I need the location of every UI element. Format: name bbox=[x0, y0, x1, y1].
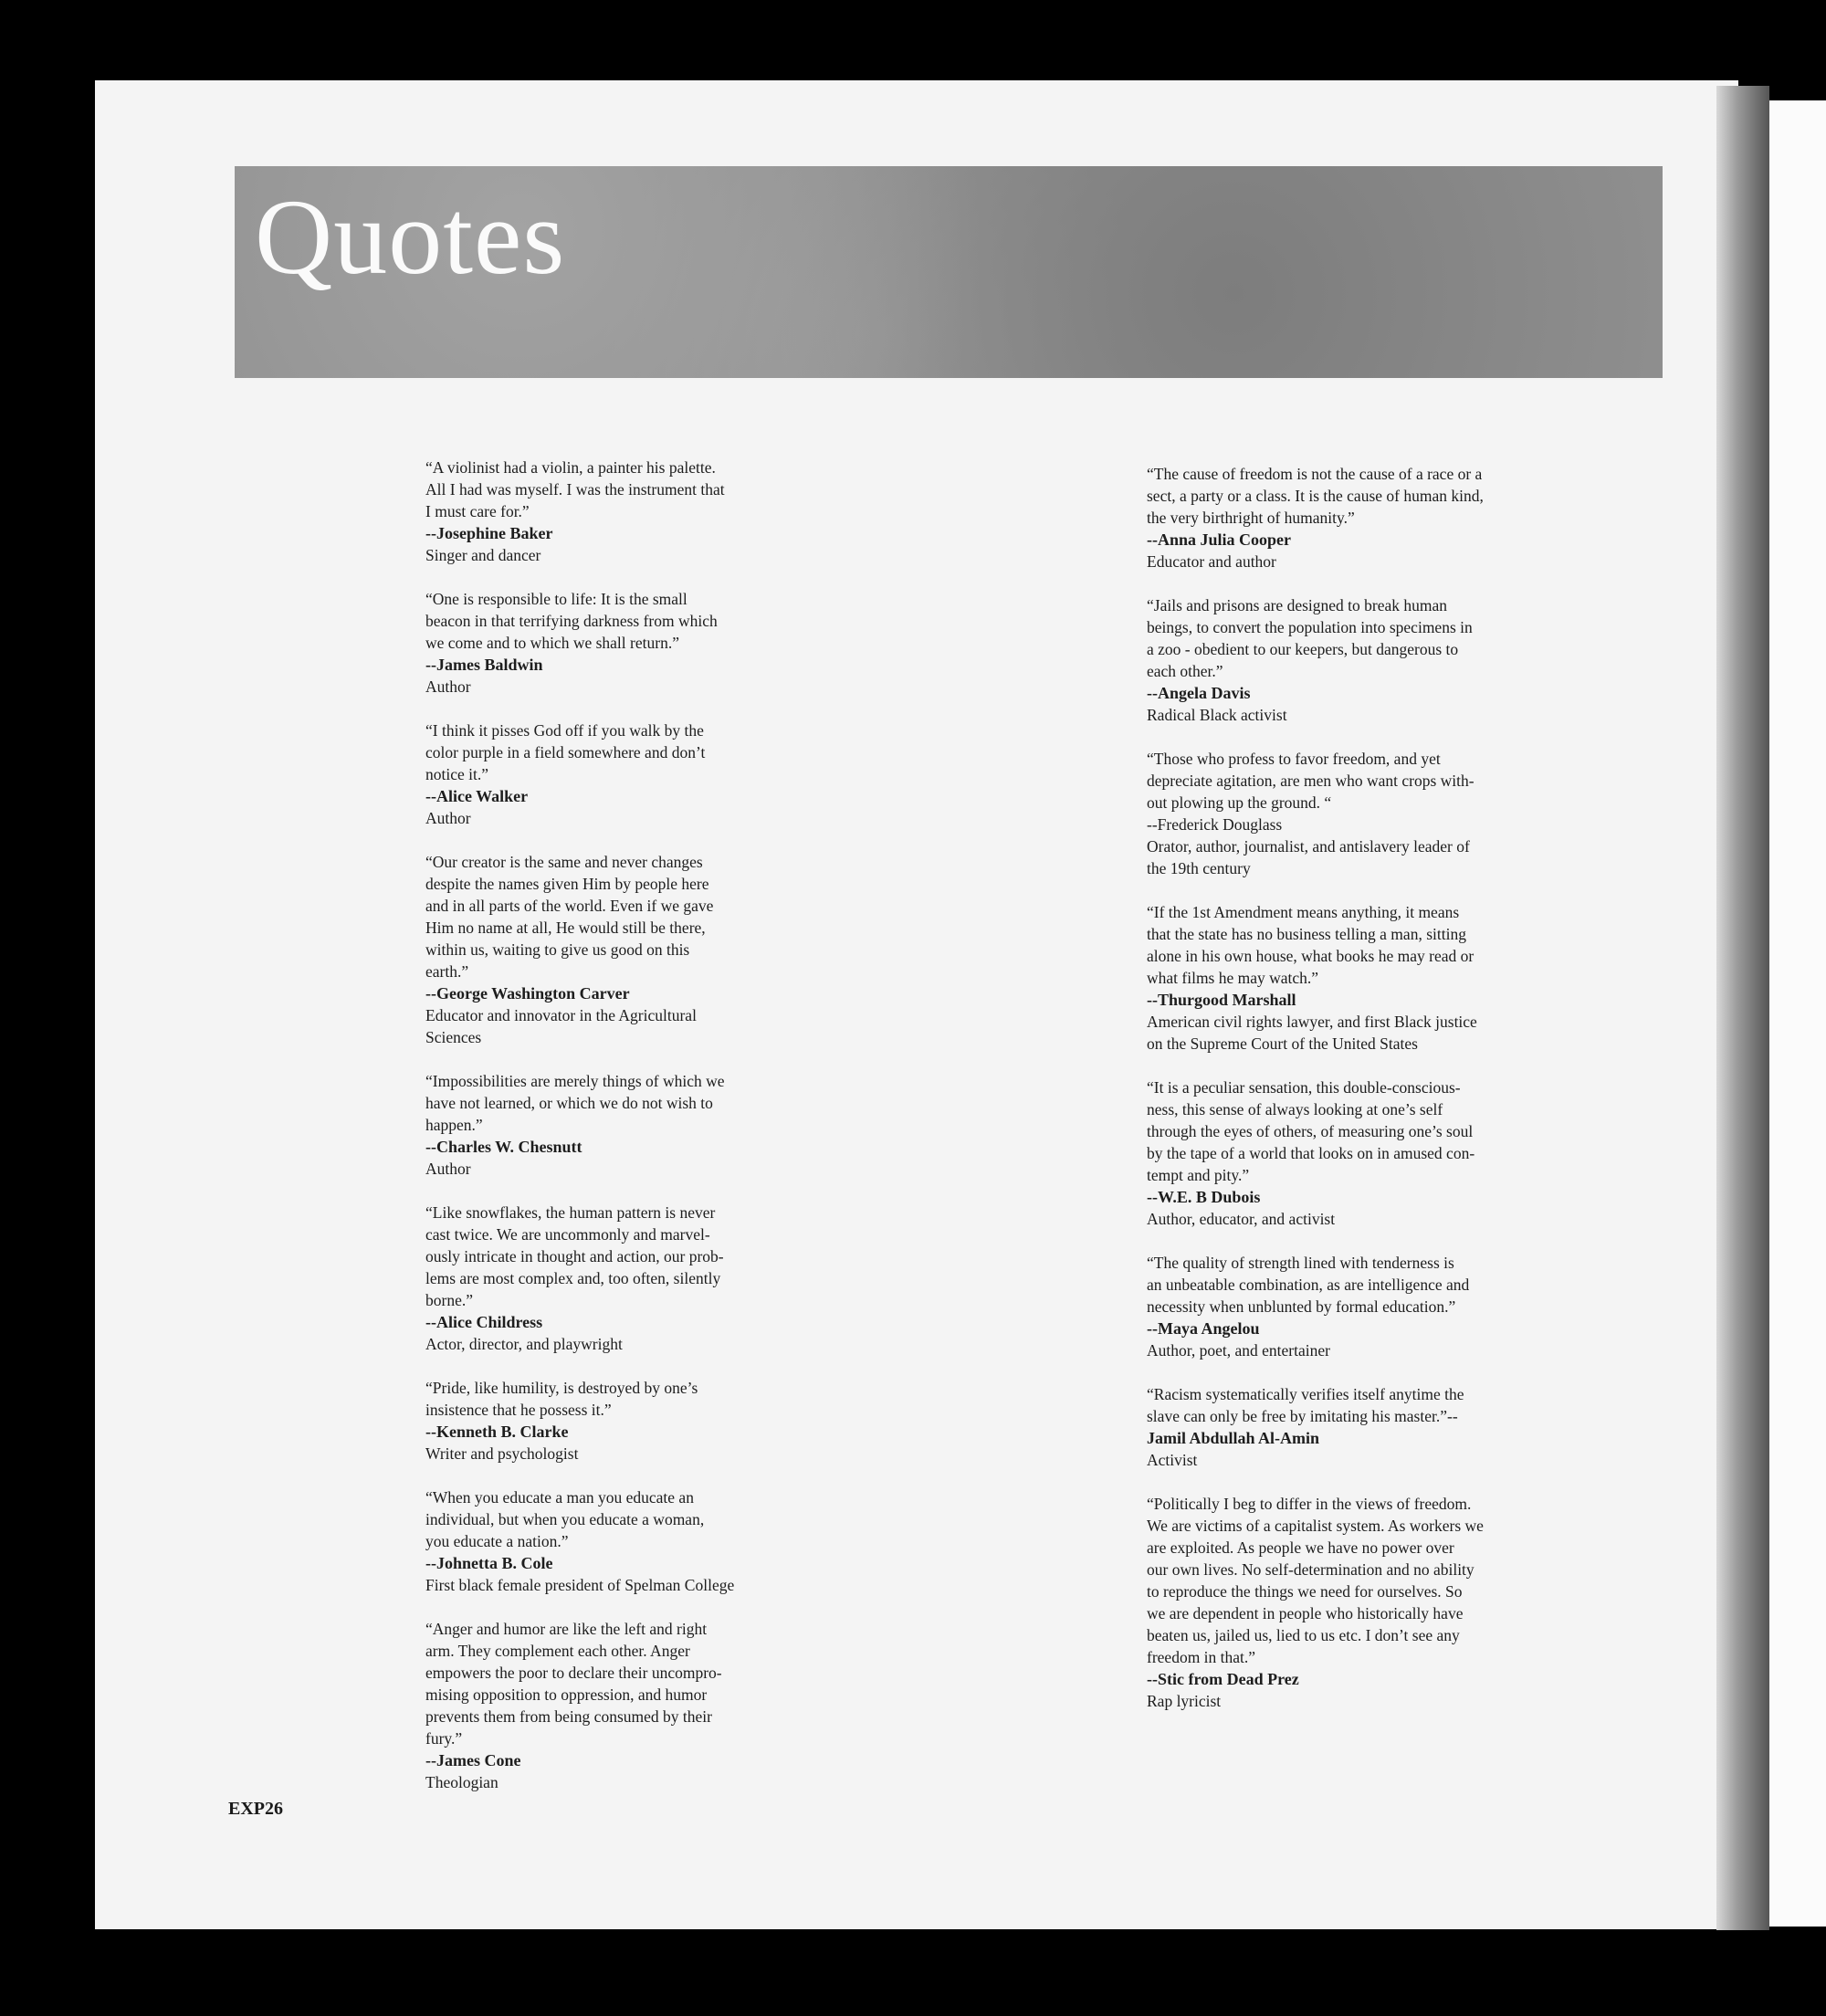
quote-author: --Anna Julia Cooper bbox=[1147, 530, 1292, 549]
page-number: EXP26 bbox=[228, 1799, 283, 1819]
quote-author: --James Baldwin bbox=[425, 656, 543, 674]
author-role: Author, poet, and entertainer bbox=[1147, 1341, 1330, 1360]
quote-author: --Thurgood Marshall bbox=[1147, 991, 1296, 1009]
author-role: Singer and dancer bbox=[425, 546, 541, 564]
quote-author: --Alice Walker bbox=[425, 787, 529, 805]
author-role: Writer and psychologist bbox=[425, 1444, 579, 1463]
quote-block bbox=[1147, 1383, 1530, 1471]
quote-block bbox=[425, 1486, 772, 1596]
quote-block bbox=[1147, 1076, 1530, 1230]
author-role: Author, educator, and activist bbox=[1147, 1210, 1336, 1228]
quote-author: --James Cone bbox=[425, 1751, 521, 1769]
quote-text: “The quality of strength lined with tenderness is an unbeatable combination, as are intelligence and necessity when unblunted by formal education.” bbox=[1147, 1254, 1470, 1316]
quote-text: “It is a peculiar sensation, this double-conscious- ness, this sense of always looking at one’s self through the eyes of others, of measuring one’s soul by the tape of a world that looks on in amused con- tempt and pity.” bbox=[1147, 1078, 1475, 1184]
quote-block bbox=[425, 1618, 772, 1793]
quote-text: “Impossibilities are merely things of which we have not learned, or which we do not wish to happen.” bbox=[425, 1072, 725, 1134]
author-role: Radical Black activist bbox=[1147, 706, 1287, 724]
quotes-right-column bbox=[1147, 463, 1530, 1734]
author-role: American civil rights lawyer, and first Black justice on the Supreme Court of the United States bbox=[1147, 1013, 1477, 1053]
quote-author: --George Washington Carver bbox=[425, 984, 630, 1003]
quote-author: Jamil Abdullah Al-Amin bbox=[1147, 1429, 1320, 1447]
author-role: Educator and innovator in the Agricultural Sciences bbox=[425, 1006, 697, 1046]
quote-author: --Angela Davis bbox=[1147, 684, 1251, 702]
quote-text: “I think it pisses God off if you walk by the color purple in a field somewhere and don’t notice it.” bbox=[425, 721, 706, 783]
quote-text: “When you educate a man you educate an individual, but when you educate a woman, you educate a nation.” bbox=[425, 1488, 705, 1550]
author-role: Author bbox=[425, 809, 471, 827]
page-edge bbox=[1716, 86, 1769, 1930]
quote-block bbox=[1147, 463, 1530, 572]
quote-text: “One is responsible to life: It is the small beacon in that terrifying darkness from which we come and to which we shall return.” bbox=[425, 590, 718, 652]
author-role: Rap lyricist bbox=[1147, 1692, 1222, 1710]
quote-text: “Politically I beg to differ in the views of freedom. We are victims of a capitalist system. As workers we are exploited. As people we have no power over our own lives. No self-determination and no ability to reproduce the things we need for ourselves. So we are dependent in people who historically have beaten us, jailed us, lied to us etc. I don’t see any freedom in that.” bbox=[1147, 1495, 1484, 1666]
quote-text: “Pride, like humility, is destroyed by one’s insistence that he possess it.” bbox=[425, 1379, 698, 1419]
quote-text: “A violinist had a violin, a painter his palette. All I had was myself. I was the instrument that I must care for.” bbox=[425, 458, 725, 520]
quote-author: --Alice Childress bbox=[425, 1313, 543, 1331]
quote-text: “Those who profess to favor freedom, and yet depreciate agitation, are men who want crops with- out plowing up the ground. “ --Frederick Douglass bbox=[1147, 750, 1474, 834]
author-role: Actor, director, and playwright bbox=[425, 1335, 623, 1353]
quote-text: “Anger and humor are like the left and right arm. They complement each other. Anger empowers the poor to declare their uncompro- mising opposition to oppression, and humor prevents them from being consumed by their fury.” bbox=[425, 1620, 722, 1748]
author-role: Author bbox=[425, 677, 471, 696]
quote-text: “Our creator is the same and never changes despite the names given Him by people here and in all parts of the world. Even if we gave Him no name at all, He would still be there, within us, waiting to give us good on this earth.” bbox=[425, 853, 714, 981]
adjacent-page bbox=[1769, 100, 1826, 1927]
quote-block bbox=[425, 1202, 772, 1355]
quotes-left-column bbox=[425, 457, 772, 1815]
quote-text: “Racism systematically verifies itself anytime the slave can only be free by imitating his master.”-- bbox=[1147, 1385, 1464, 1425]
author-role: Theologian bbox=[425, 1773, 498, 1791]
quote-text: “Jails and prisons are designed to break human beings, to convert the population into specimens in a zoo - obedient to our keepers, but dangerous to each other.” bbox=[1147, 596, 1473, 680]
quote-block bbox=[1147, 1252, 1530, 1361]
author-role: First black female president of Spelman College bbox=[425, 1576, 735, 1594]
quote-block bbox=[1147, 594, 1530, 726]
header-banner bbox=[235, 166, 1663, 378]
quote-author: --Johnetta B. Cole bbox=[425, 1554, 553, 1572]
quote-author: --Charles W. Chesnutt bbox=[425, 1138, 582, 1156]
quote-author: --Kenneth B. Clarke bbox=[425, 1423, 569, 1441]
quote-block bbox=[425, 719, 772, 829]
author-role: Author bbox=[425, 1160, 471, 1178]
quote-author: --Maya Angelou bbox=[1147, 1319, 1260, 1338]
quote-block bbox=[425, 588, 772, 698]
quote-block bbox=[1147, 901, 1530, 1055]
quote-author: --Stic from Dead Prez bbox=[1147, 1670, 1299, 1688]
quote-block bbox=[1147, 748, 1530, 879]
quote-author: --Josephine Baker bbox=[425, 524, 553, 542]
quote-block bbox=[425, 457, 772, 566]
quote-text: “The cause of freedom is not the cause of a race or a sect, a party or a class. It is the cause of human kind, the very birthright of humanity.” bbox=[1147, 465, 1484, 527]
author-role: Educator and author bbox=[1147, 552, 1276, 571]
quote-block bbox=[425, 1377, 772, 1465]
quote-author: --W.E. B Dubois bbox=[1147, 1188, 1261, 1206]
author-role: Orator, author, journalist, and antislavery leader of the 19th century bbox=[1147, 837, 1470, 877]
quote-block bbox=[425, 1070, 772, 1180]
banner-title: Quotes bbox=[255, 177, 566, 297]
quote-block bbox=[1147, 1493, 1530, 1712]
quote-block bbox=[425, 851, 772, 1048]
quote-text: “Like snowflakes, the human pattern is never cast twice. We are uncommonly and marvel- ously intricate in thought and action, our prob- lems are most complex and, too often, silently borne.” bbox=[425, 1203, 724, 1309]
author-role: Activist bbox=[1147, 1451, 1198, 1469]
quote-text: “If the 1st Amendment means anything, it means that the state has no business telling a man, sitting alone in his own house, what books he may read or what films he may watch.” bbox=[1147, 903, 1474, 987]
